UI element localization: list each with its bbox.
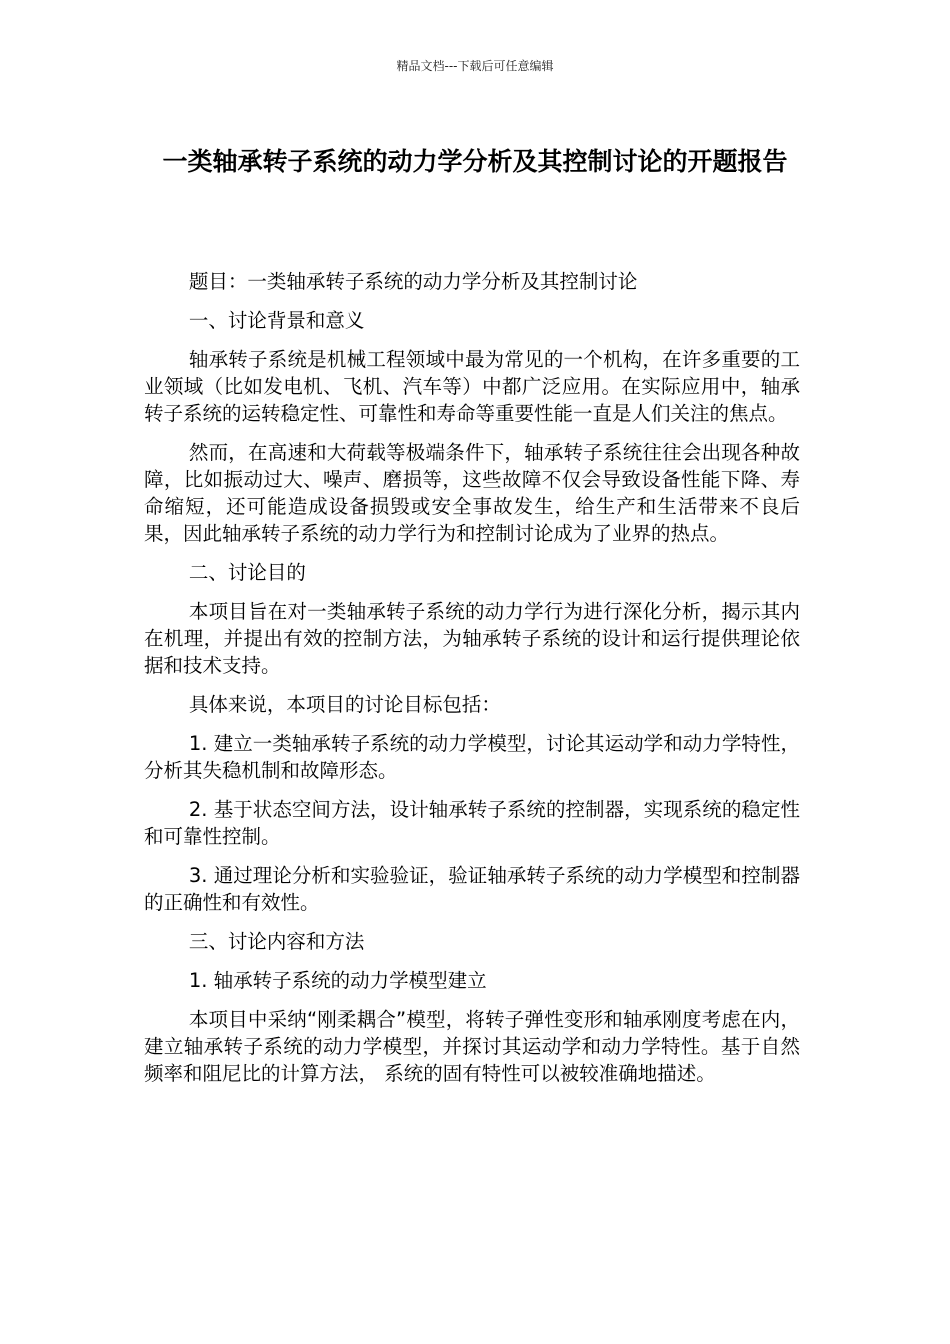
paragraph-purpose: 本项目旨在对一类轴承转子系统的动力学行为进行深化分析，揭示其内在机理，并提出有效的控制方法，为轴承转子系统的设计和运行提供理论依据和技术支持。 <box>144 600 800 677</box>
page-header: 精品文档---下载后可任意编辑 <box>396 59 554 73</box>
goal-item-1: 1. 建立一类轴承转子系统的动力学模型，讨论其运动学和动力学特性，分析其失稳机制和故障形态。 <box>144 732 800 782</box>
document-title: 一类轴承转子系统的动力学分析及其控制讨论的开题报告 <box>162 147 788 176</box>
paragraph-goals-intro: 具体来说，本项目的讨论目标包括： <box>188 693 501 716</box>
section-heading-purpose: 二、讨论目的 <box>188 561 306 584</box>
goal-item-2: 2. 基于状态空间方法，设计轴承转子系统的控制器，实现系统的稳定性和可靠性控制。 <box>144 798 800 848</box>
document-body <box>144 268 800 1099</box>
paragraph-model: 本项目中采纳“刚柔耦合”模型，将转子弹性变形和轴承刚度考虑在内，建立轴承转子系统的动力学模型，并探讨其运动学和动力学特性。基于自然频率和阻尼比的计算方法， 系统的固有特性可以被较准确地描述。 <box>144 1008 800 1085</box>
section-heading-methods: 三、讨论内容和方法 <box>188 930 365 953</box>
goal-item-3: 3. 通过理论分析和实验验证，验证轴承转子系统的动力学模型和控制器的正确性和有效性。 <box>144 864 800 914</box>
paragraph-background-2: 然而，在高速和大荷载等极端条件下，轴承转子系统往往会出现各种故障，比如振动过大、噪声、磨损等，这些故障不仅会导致设备性能下降、寿命缩短，还可能造成设备损毁或安全事故发生，给生产和生活带来不良后果，因此轴承转子系统的动力学行为和控制讨论成为了业界的热点。 <box>144 441 800 545</box>
topic-line: 题目：一类轴承转子系统的动力学分析及其控制讨论 <box>188 270 638 293</box>
paragraph-background-1: 轴承转子系统是机械工程领域中最为常见的一个机构，在许多重要的工业领域（比如发电机、飞机、汽车等）中都广泛应用。在实际应用中，轴承转子系统的运转稳定性、可靠性和寿命等重要性能一直是人们关注的焦点。 <box>144 348 800 425</box>
section-heading-background: 一、讨论背景和意义 <box>188 309 365 332</box>
subsection-heading-model: 1. 轴承转子系统的动力学模型建立 <box>188 969 487 992</box>
